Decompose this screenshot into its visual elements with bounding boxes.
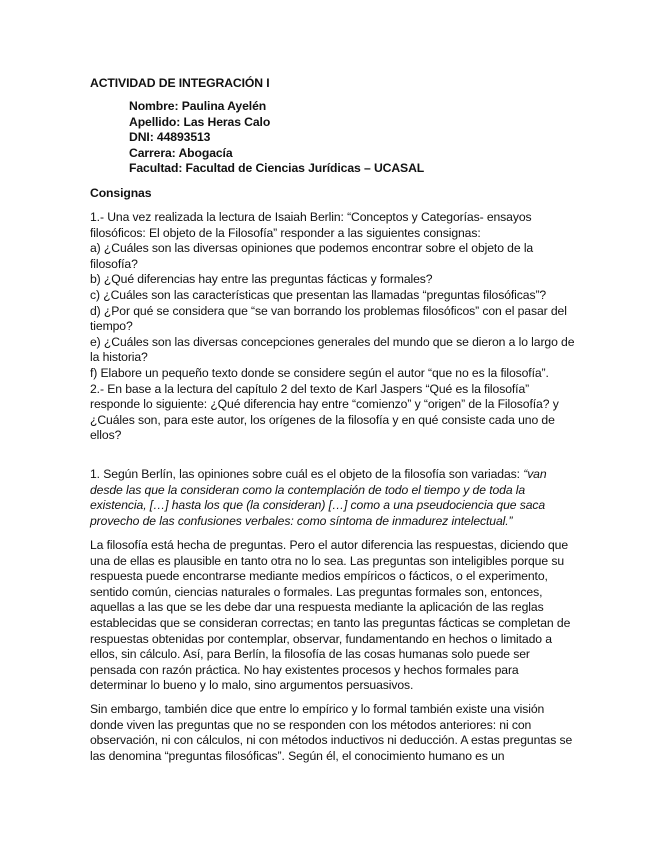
student-faculty: Facultad: Facultad de Ciencias Jurídicas – UCASAL [129,161,425,175]
consigna-item: 1.- Una vez realizada la lectura de Isaiah Berlin: “Conceptos y Categorías- ensayos filosóficos: El objeto de la Filosofía” responder a las siguientes consignas: [90,210,532,240]
answer-1-intro: 1. Según Berlín, las opiniones sobre cuál es el objeto de la filosofía son variadas: [90,467,524,481]
consignas-heading: Consignas [90,186,152,200]
paragraph-1: La filosofía está hecha de preguntas. Pero el autor diferencia las respuestas, diciendo que una de ellas es plausible en tanto otra no lo sea. Las preguntas son inteligibles porque su respuesta puede encontrarse mediante medios empíricos o fácticos, o el experimento, sentido común, ciencias naturales o formales. Las preguntas formales son, entonces, aquellas a las que se les debe dar una respuesta mediante la aplicación de las reglas establecidas que se consideran correctas; en tanto las preguntas fácticas se completan de respuestas obtenidas por contemplar, observar, fundamentando en hechos o limitado a ellos, sin cálculo. Así, para Berlín, la filosofía de las cosas humanas solo puede ser pensada con razón práctica. No hay existentes procesos y hechos formales para determinar lo bueno y lo malo, sino argumentos persuasivos. [90,538,571,693]
consigna-item: f) Elabore un pequeño texto donde se considere según el autor “que no es la filosofía”. [90,365,549,380]
consigna-item: b) ¿Qué diferencias hay entre las preguntas fácticas y formales? [90,272,433,287]
consigna-item: d) ¿Por qué se considera que “se van borrando los problemas filosóficos” con el pasar del tiempo? [90,303,567,334]
document-title: ACTIVIDAD DE INTEGRACIÓN I [90,76,270,90]
consigna-item: c) ¿Cuáles son las características que presentan las llamadas “preguntas filosóficas”? [90,287,547,302]
consignas-list [90,210,575,444]
paragraph-2: Sin embargo, también dice que entre lo empírico y lo formal también existe una visión donde viven las preguntas que no se responden con los métodos anteriores: ni con observación, ni con cálculos, ni con métodos inductivos ni deducción. A estas preguntas se las denomina “preguntas filosóficas”. Según él, el conocimiento humano es un [90,702,573,763]
student-surname: Apellido: Las Heras Calo [129,114,271,129]
berlin-quote: “van desde las que la consideran como la contemplación de todo el tiempo y de toda la existencia, […] hasta los que (la consideran) […] como a una pseudociencia que saca provecho de las confusiones verbales: como síntoma de inmadurez intelectual.” [90,467,547,528]
answer-1 [90,467,575,529]
consigna-item: a) ¿Cuáles son las diversas opiniones que podemos encontrar sobre el objeto de la filosofía? [90,241,534,271]
student-info [129,99,549,177]
student-career: Carrera: Abogacía [129,145,233,160]
consigna-item: 2.- En base a la lectura del capítulo 2 del texto de Karl Jaspers “Qué es la filosofía” responde lo siguiente: ¿Qué diferencia hay entre “comienzo” y “origen” de la Filosofía? y ¿Cuáles son, para este autor, los orígenes de la filosofía y en qué consiste cada uno de ellos? [90,381,559,443]
consigna-item: e) ¿Cuáles son las diversas concepciones generales del mundo que se dieron a lo largo de la historia? [90,334,575,365]
student-name: Nombre: Paulina Ayelén [129,99,267,113]
student-dni: DNI: 44893513 [129,130,211,144]
